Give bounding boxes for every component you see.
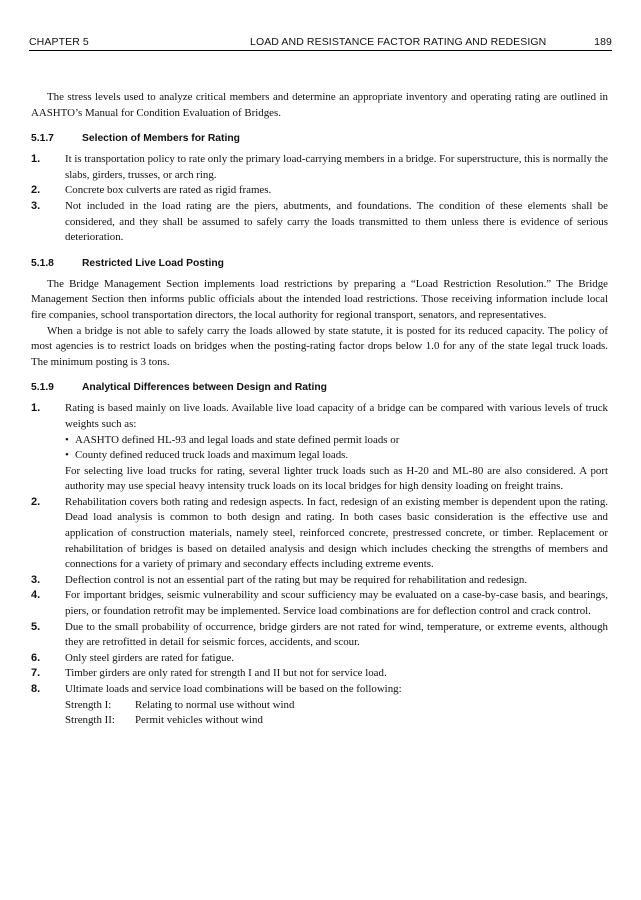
chapter-title: LOAD AND RESISTANCE FACTOR RATING AND REDESIGN — [250, 36, 547, 48]
strength-row: Strength II: Permit vehicles without wind — [65, 714, 263, 727]
strength-row: Strength I: Relating to normal use without wind — [65, 698, 295, 711]
section-title: Selection of Members for Rating — [82, 133, 240, 145]
section-heading-5-1-7 — [31, 132, 608, 145]
list-item: 2. Concrete box culverts are rated as rigid frames. — [31, 184, 272, 197]
bullet-item: • AASHTO defined HL-93 and legal loads and state defined permit loads or — [65, 433, 400, 446]
list-item: 4. For important bridges, seismic vulnerability and scour sufficiency may be evaluated on a case-by-case basis, and bearings, piers, or foundation retrofit may be implemented. Service load combinations are for deflection control and crack control. — [31, 589, 608, 618]
bullet-item: • County defined reduced truck loads and maximum legal loads. — [65, 449, 349, 462]
chapter-label: CHAPTER 5 — [29, 36, 89, 48]
design-rating-list — [31, 401, 608, 728]
section-number: 5.1.8 — [31, 257, 54, 269]
intro-paragraph: The stress levels used to analyze critical members and determine an appropriate inventory and operating rating are outlined in AASHTO’s Manual for Condition Evaluation of Bridges. — [31, 91, 608, 119]
list-item: 3. Deflection control is not an essential part of the rating but may be required for rehabilitation and redesign. — [31, 573, 528, 586]
list-item: 8. Ultimate loads and service load combinations will be based on the following: Strength I: Relating to normal use without wind Strength II: Permit vehicles without wind — [31, 682, 608, 729]
list-item: 7. Timber girders are only rated for strength I and II but not for service load. — [31, 667, 387, 680]
section-heading-5-1-9 — [31, 381, 608, 394]
members-rating-list — [31, 152, 608, 246]
list-item: 3. Not included in the load rating are the piers, abutments, and foundations. The condition of these elements shall be considered, and they shall be assumed to safely carry the loads transmitted to them unless there is evidence of serious deterioration. — [31, 199, 608, 244]
section-title: Analytical Differences between Design and Rating — [82, 382, 327, 394]
section-number: 5.1.9 — [31, 382, 54, 394]
page-body — [31, 90, 608, 729]
section-number: 5.1.7 — [31, 133, 54, 145]
section-heading-5-1-8 — [31, 257, 608, 270]
running-head — [29, 36, 612, 51]
section-title: Restricted Live Load Posting — [82, 257, 224, 269]
list-item: 2. Rehabilitation covers both rating and redesign aspects. In fact, redesign of an existing member is dependent upon the rating. Dead load analysis is common to both design and rating. In both cases basic consideration is the effective use and application of construction materials, namely steel, reinforced concrete, prestressed concrete, or timber. Replacement or rehabilitation of bridges is based on detailed analysis and design which includes checking the strengths of members and connections for a variety of primary and secondary effects including extreme events. — [31, 495, 608, 571]
posting-paragraph-2: When a bridge is not able to safely carry the loads allowed by state statute, it is posted for its reduced capacity. The policy of most agencies is to restrict loads on bridges when the posting-rating factor drops below 1.0 for any of the state legal truck loads. The minimum posting is 3 tons. — [31, 324, 608, 368]
page-number: 189 — [594, 36, 612, 48]
list-item: 5. Due to the small probability of occurrence, bridge girders are not rated for wind, temperature, or extreme events, although they are retrofitted in detail for seismic forces, accidents, and scour. — [31, 620, 608, 649]
list-item: 6. Only steel girders are rated for fatigue. — [31, 651, 235, 664]
list-item: 1. Rating is based mainly on live loads. Available live load capacity of a bridge can be compared with various levels of truck weights such as: • AASHTO defined HL-93 and legal loads and state defined permit loads or • County defined reduced truck loads and maximum legal loads. For selecting live load trucks for rating, several lighter truck loads such as H-20 and ML-80 are also considered. A port authority may use special heavy intensity truck loads on its local bridges for high density loading on freight trains. — [31, 402, 608, 493]
list-item: 1. It is transportation policy to rate only the primary load-carrying members in a bridge. For superstructure, this is normally the slabs, girders, trusses, or arch ring. — [31, 153, 608, 181]
posting-paragraph-1: The Bridge Management Section implements load restrictions by preparing a “Load Restriction Resolution.” The Bridge Management Section then informs public officials about the intended load restrictions. Those receiving information include local fire companies, school transportation directors, the local authority for regional transport, senators, and representatives. — [31, 277, 608, 321]
